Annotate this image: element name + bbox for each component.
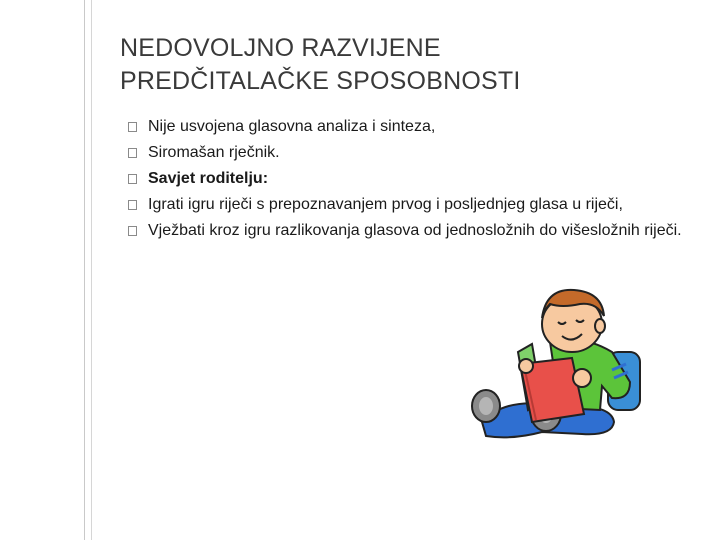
title-line-2: PREDČITALAČKE SPOSOBNOSTI xyxy=(120,67,521,95)
bullet-box-icon xyxy=(128,200,137,210)
bullet-item xyxy=(124,195,704,215)
bullet-item xyxy=(124,221,704,241)
bullet-box-icon xyxy=(128,148,137,158)
slide-title xyxy=(120,32,680,98)
bullet-list xyxy=(124,117,704,247)
bullet-item xyxy=(124,117,704,137)
title-line-1: NEDOVOLJNO RAZVIJENE xyxy=(120,34,441,62)
bullet-text: Vježbati kroz igru razlikovanja glasova od jednosložnih do višesložnih riječi. xyxy=(148,222,682,239)
bullet-box-icon xyxy=(128,122,137,132)
bullet-item xyxy=(124,143,704,163)
bullet-item xyxy=(124,169,704,189)
left-border-line xyxy=(84,0,85,540)
bullet-box-icon xyxy=(128,174,137,184)
bullet-box-icon xyxy=(128,226,137,236)
child-reading-book-icon xyxy=(462,282,648,458)
bullet-text: Siromašan rječnik. xyxy=(148,144,280,161)
bullet-text: Igrati igru riječi s prepoznavanjem prvog i posljednjeg glasa u riječi, xyxy=(148,196,623,213)
left-border-line-inner xyxy=(91,0,92,540)
bullet-text: Nije usvojena glasovna analiza i sinteza, xyxy=(148,118,436,135)
bullet-text: Savjet roditelju: xyxy=(148,170,269,187)
